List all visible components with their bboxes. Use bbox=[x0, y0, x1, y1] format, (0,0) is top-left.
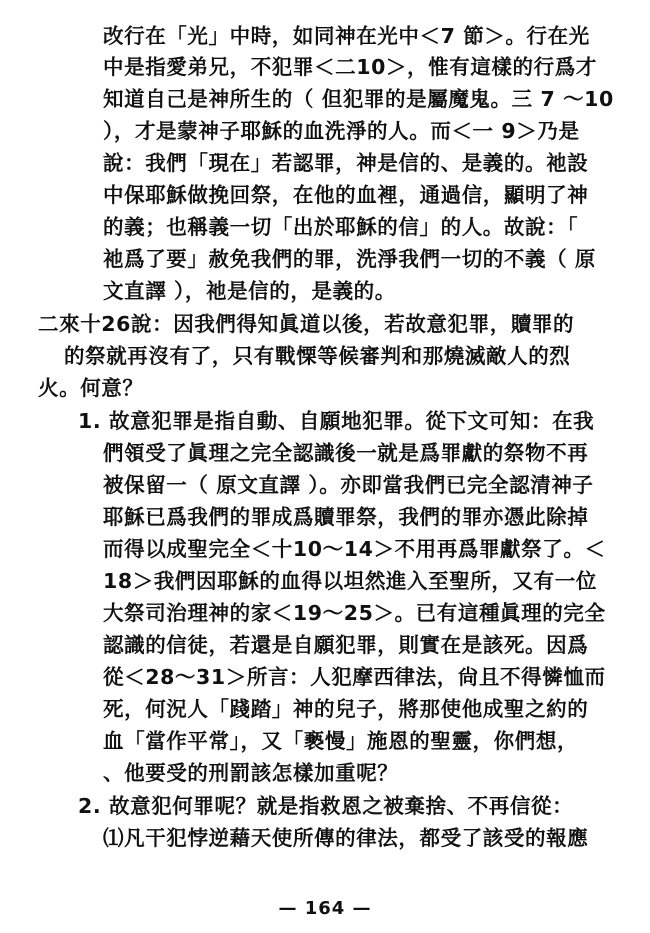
text-line: 18＞我們因耶穌的血得以坦然進入至聖所，又有一位 bbox=[103, 569, 597, 593]
text-line: 耶穌已爲我們的罪成爲贖罪祭，我們的罪亦憑此除掉 bbox=[103, 505, 589, 529]
text-line: 從＜28～31＞所言：人犯摩西律法，尙且不得憐恤而 bbox=[103, 665, 606, 689]
text-line: 被保留一（ 原文直譯 ）。亦即當我們已完全認清神子 bbox=[103, 473, 594, 497]
text-line: 中是指愛弟兄，不犯罪＜二10＞，惟有這樣的行爲才 bbox=[103, 55, 597, 79]
text-line: ⑴凡干犯悖逆藉天使所傳的律法，都受了該受的報應 bbox=[103, 826, 589, 850]
text-line: 二來十26說：因我們得知眞道以後，若故意犯罪，贖罪的 bbox=[38, 312, 575, 336]
text-line: 的祭就再沒有了，只有戰慄等候審判和那燒滅敵人的烈 bbox=[64, 344, 571, 368]
text-line: 火。何意？ bbox=[38, 376, 144, 400]
text-line: 血「當作平常」，又「褻慢」施恩的聖靈，你們想， bbox=[103, 729, 579, 753]
text-line: 改行在「光」中時，如同神在光中＜7 節＞。行在光 bbox=[103, 24, 590, 48]
text-line: 2. 故意犯何罪呢？就是指救恩之被棄捨、不再信從： bbox=[78, 794, 574, 818]
page-number: — 164 — bbox=[278, 898, 372, 919]
text-line: 而得以成聖完全＜十10～14＞不用再爲罪獻祭了。＜ bbox=[103, 537, 606, 561]
text-line: 認識的信徒，若還是自願犯罪，則實在是該死。因爲 bbox=[103, 633, 589, 657]
text-line: 大祭司治理神的家＜19～25＞。已有這種眞理的完全 bbox=[103, 601, 606, 625]
text-line: 中保耶穌做挽回祭，在他的血裡，通過信，顯明了神 bbox=[103, 183, 589, 207]
text-line: 祂爲了要」赦免我們的罪，洗淨我們一切的不義（ 原 bbox=[103, 247, 597, 271]
text-line: 1. 故意犯罪是指自動、自願地犯罪。從下文可知：在我 bbox=[78, 409, 595, 433]
text-line: 知道自己是神所生的（ 但犯罪的是屬魔鬼。三 7 ～10 bbox=[103, 87, 614, 111]
text-line: 文直譯 ），祂是信的，是義的。 bbox=[103, 279, 396, 303]
text-line: 的義；也稱義一切「出於耶穌的信」的人。故說：「 bbox=[103, 215, 579, 239]
text-line: ），才是蒙神子耶穌的血洗淨的人。而＜一 9＞乃是 bbox=[103, 119, 580, 143]
text-line: 死，何況人「踐踏」神的兒子，將那使他成聖之約的 bbox=[103, 697, 589, 721]
text-line: 、他要受的刑罰該怎樣加重呢？ bbox=[103, 761, 399, 785]
text-line: 說：我們「現在」若認罪，神是信的、是義的。祂設 bbox=[103, 151, 589, 175]
text-line: 們領受了眞理之完全認識後一就是爲罪獻的祭物不再 bbox=[103, 441, 589, 465]
